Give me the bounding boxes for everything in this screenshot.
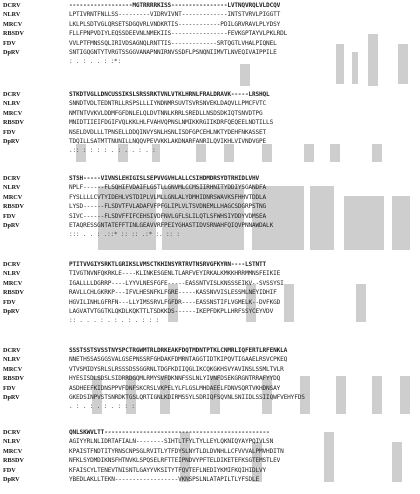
sequence-row xyxy=(3,279,417,288)
sequence-row xyxy=(3,298,417,307)
sequence-row xyxy=(3,137,417,146)
sequence-name: DCRV xyxy=(3,261,21,268)
sequence-text: ------------------MGTRRRRKISS----------------LVTNQVRQLVLDCQV xyxy=(69,2,281,9)
sequence-text: STSH-----VIVNSLEHIGISLSEPVVGVHLALLCSIHDMDRSYDTRHIDLVHV xyxy=(69,175,260,182)
sequence-text: NMTNTVVKVLDDMFGFDNLELQLDVTNNLKRRLSREDLLNSDSDKIQTSNVDTPG xyxy=(69,109,263,117)
sequence-text: MNIDTIIEIFDGIFVQLKKLHLFVAHVQPNSLNMIKKRGIIKDRFQEQEELNDTILLS xyxy=(69,119,274,127)
sequence-text: HYESISDLSDSLSIDRRDGQMLRMYSVFDKNNFSSLNLYIVNFDSEKGRGNTRRAFYYDQ xyxy=(69,375,281,383)
sequence-name: DpRV xyxy=(3,475,20,483)
sequence-name: DpRV xyxy=(3,137,20,145)
sequence-name: FDV xyxy=(3,212,16,220)
sequence-row xyxy=(3,288,417,297)
sequence-row xyxy=(3,20,417,29)
sequence-row xyxy=(3,260,417,269)
sequence-row xyxy=(3,39,417,48)
sequence-text: LKLPLSDTVGLQRSETSDGQVRLVNDKRTIS------------PDILGRVRAVLPLYDSY xyxy=(69,20,281,28)
consensus-text: ::: . . : .::* :: :: .:* :. :: : xyxy=(69,231,180,239)
sequence-text: FLLFPNPVDIYLEQSSDEEVNLNMEKIIS----------------FEVKGPTAYVLPKLRDL xyxy=(69,30,288,38)
sequence-name: RBSDV xyxy=(3,203,24,211)
sequence-text: STKDTVGLLDNCUSSIKSLSRSSRKTVNLVTKLHRNLFRALDRAVK-----LRSHQL xyxy=(69,91,270,98)
consensus-row xyxy=(3,146,417,155)
sequence-row xyxy=(3,1,417,10)
sequence-text: GKEDSINPVSTSNRDKTGSLQRTIGNLKDIRMSSYLSDRIQFSQVNLSNIIDLSSIIQWFVEHYFDS xyxy=(69,393,305,401)
sequence-row xyxy=(3,355,417,364)
sequence-name: RBSDV xyxy=(3,119,24,127)
sequence-text: ASDHEEFKIDNSPPVFDNFSKCRSLVKPELYLFLGSLMHDAEELFDNVSQRTVKHDNSAY xyxy=(69,384,281,392)
consensus-row xyxy=(3,316,417,325)
sequence-row xyxy=(3,269,417,278)
sequence-row xyxy=(3,183,417,192)
sequence-text: VTVSMIDYSRLSLRSSSDSSGGRNLTDGFKDIIQGLIKCQKGKHSVYAVINSLSSMLTVLR xyxy=(69,365,284,373)
sequence-text: NNETHSSASGGSVALGSEPNSSRFGHDAKFDMRNTAGGTIDTKIPQVTIGAAELRSVCPKEQ xyxy=(69,356,288,364)
sequence-name: NLRV xyxy=(3,11,21,19)
consensus-text: :: . . . : . : . : . : : : xyxy=(69,317,160,325)
sequence-row xyxy=(3,374,417,383)
sequence-text: YBEDLAKLLTEKN------------------VKNSPSLNLATAPILTLYFSDLE xyxy=(69,475,260,483)
sequence-text: TIVGTNVNFQKRKLE----KLINKESGENLTLARFVEYIRKALKMKKHRRMMNSFEIKIE xyxy=(69,270,281,278)
sequence-name: NLRV xyxy=(3,356,21,364)
sequence-name: MRCV xyxy=(3,447,23,455)
sequence-name: RBSDV xyxy=(3,375,24,383)
sequence-row xyxy=(3,346,417,355)
sequence-row xyxy=(3,456,417,465)
sequence-name: FDV xyxy=(3,466,16,474)
sequence-row xyxy=(3,128,417,137)
alignment-block xyxy=(3,174,417,239)
sequence-text: HGVILINHLGFRFN---LLYIMSSRVLFGFDR----EASSNSTIFLVGMELK--DVFKGD xyxy=(69,298,281,306)
sequence-row xyxy=(3,365,417,374)
sequence-text: LAGVATVTGGTKLQKDLKQKTTLTSDKKDS------IKEPFDKPLLHRFSSYCEYVDV xyxy=(69,307,274,315)
consensus-row xyxy=(3,230,417,239)
sequence-text: NFKLSYDMDIKNSFHTNVKLSPQSELRFTTEIPNDVYPFTELDIKETEFKSGTEMSTLEV xyxy=(69,457,281,465)
sequence-row xyxy=(3,437,417,446)
sequence-text: RAVLLCHLGKRKP---IFVLHESNFKLFGRE-----KASSNVVISLESSMLNEYIDHIF xyxy=(69,289,277,297)
sequence-row xyxy=(3,202,417,211)
alignment-block xyxy=(3,90,417,155)
sequence-row xyxy=(3,174,417,183)
consensus-row xyxy=(3,57,417,66)
sequence-name: DCRV xyxy=(3,429,21,436)
sequence-text: PTITVVGIYSRKTLGRIKSLVMSCTKHINSYRTRVTNSRVGFKYRN----LSTNTT xyxy=(69,261,267,268)
sequence-row xyxy=(3,475,417,484)
sequence-name: DpRV xyxy=(3,307,20,315)
alignment-block xyxy=(3,260,417,325)
consensus-text: .:: : : : : . : . . : . : xyxy=(69,147,156,155)
sequence-row xyxy=(3,29,417,38)
sequence-name: DCRV xyxy=(3,91,21,98)
sequence-name: DCRV xyxy=(3,347,21,354)
consensus-text: : . : . . : :*: xyxy=(69,58,121,66)
sequence-text: SIVC------FLSDVFFIFCEHSIVDFNVLGFLSLILQTLSFWHSIYDDYVDMSEA xyxy=(69,212,267,220)
sequence-text: NPLF------FLSQHIFVDAIFLGSTLLGNVMLCCMSIIRHNITYDDIYSGANDFA xyxy=(69,184,267,192)
sequence-row xyxy=(3,99,417,108)
alignment-block xyxy=(3,1,417,66)
sequence-text: IGALLLLDGRRP----LYYVLNESFGFE-----EASSNTVISLKNSSSEIKV--SVSSYSI xyxy=(69,279,284,287)
sequence-name: MRCV xyxy=(3,109,23,117)
sequence-text: FYSLLLLCVTYIDEHLVSTDIPLVLMLLGNLALYDMHIDNRSWAVKSFHHVTDDLA xyxy=(69,193,267,201)
consensus-text: . : . : . : . : : : xyxy=(69,403,135,411)
sequence-name: FDV xyxy=(3,128,16,136)
sequence-text: SNNDTVDLTEDNTRLLRSPSLLLIYNDNMRSUVTSVRSNVEKLDAQVLLPMCFVTC xyxy=(69,100,267,108)
sequence-row xyxy=(3,109,417,118)
consensus-row xyxy=(3,402,417,411)
sequence-name: DpRV xyxy=(3,221,20,229)
sequence-text: SSSTSSTSVSSTNYSPCTRGWMTRLDRKEAKFDQTMDNTPTKLCNMRLIQFERTLRFENKLA xyxy=(69,347,288,354)
sequence-text: ETAQRESSGNTATEFFTINLGEAVVRFPEIYGHASTIDVSRNAHFQIQVPNNAWDALK xyxy=(69,221,274,229)
sequence-text: VVLPTFMNSSQLIRIVDSAGNQLRNTTIS-------------SRTQGTLVHALPIQNEL xyxy=(69,39,277,47)
sequence-row xyxy=(3,10,417,19)
sequence-text: LYSD------FLSDVTFVLADAFVFPFGLIPLVLTSVDNEMLLHAGCSDGRPSTNG xyxy=(69,203,267,211)
sequence-row xyxy=(3,447,417,456)
sequence-text: SNTIGQGNTYTVRGTSSGGVANAPNNIRNVSSDFLPSNQNIIMVTLNVEQIVAIPPILE xyxy=(69,48,277,56)
sequence-row xyxy=(3,212,417,221)
sequence-name: MRCV xyxy=(3,193,23,201)
sequence-name: NLRV xyxy=(3,184,21,192)
sequence-name: FDV xyxy=(3,384,16,392)
sequence-row xyxy=(3,384,417,393)
sequence-row xyxy=(3,466,417,475)
sequence-text: NSELDVDLLLTPNSELLDDQINVYSNLHSNLISDFGPCEHLNKTYDEHFNKASSET xyxy=(69,128,267,136)
sequence-name: NLRV xyxy=(3,270,21,278)
sequence-row xyxy=(3,307,417,316)
sequence-text: LPTIVRNTFNLLSS---------VIDRVIVNT-------------INTSTVRVLPIGGTT xyxy=(69,11,281,19)
sequence-row xyxy=(3,90,417,99)
sequence-name: MRCV xyxy=(3,279,23,287)
sequence-row xyxy=(3,393,417,402)
sequence-name: DCRV xyxy=(3,175,21,182)
sequence-row xyxy=(3,48,417,57)
sequence-text: KPAISTFNDTITYRNSCNPSGLRVITLYTFDYSLNYTLDLDVNHLLCFVVVALPMVHDITN xyxy=(69,447,284,455)
sequence-name: NLRV xyxy=(3,438,21,446)
sequence-name: RBSDV xyxy=(3,457,24,465)
sequence-name: RBSDV xyxy=(3,30,24,38)
sequence-name: MRCV xyxy=(3,365,23,373)
sequence-row xyxy=(3,428,417,437)
sequence-row xyxy=(3,193,417,202)
sequence-text: AGIYYRLNLIDRTAFIALN--------SIHTLTFYLTYLLEYLQKNIQYAYPQIVLSN xyxy=(69,438,274,446)
sequence-name: DpRV xyxy=(3,393,20,401)
sequence-name: DCRV xyxy=(3,2,21,9)
sequence-name: MRCV xyxy=(3,20,23,28)
sequence-text: QNLSKWVLTT----------------------------------------------- xyxy=(69,429,270,436)
sequence-row xyxy=(3,118,417,127)
alignment-block xyxy=(3,428,417,484)
sequence-name: FDV xyxy=(3,298,16,306)
sequence-text: TDQILLSATMTTNUNILLNQQVPEVVKKLAKDNARFANRILQVIKHLVIVNDVGPE xyxy=(69,137,267,145)
sequence-name: RBSDV xyxy=(3,289,24,297)
sequence-name: DpRV xyxy=(3,48,20,56)
sequence-text: KFAISCYLTENEVTNISNTLGAYYVKSITYTFQVTEFLNEDIYKMIFKQIHIDLVY xyxy=(69,466,267,474)
sequence-name: NLRV xyxy=(3,100,21,108)
sequence-name: FDV xyxy=(3,39,16,47)
alignment-block xyxy=(3,346,417,411)
sequence-row xyxy=(3,221,417,230)
